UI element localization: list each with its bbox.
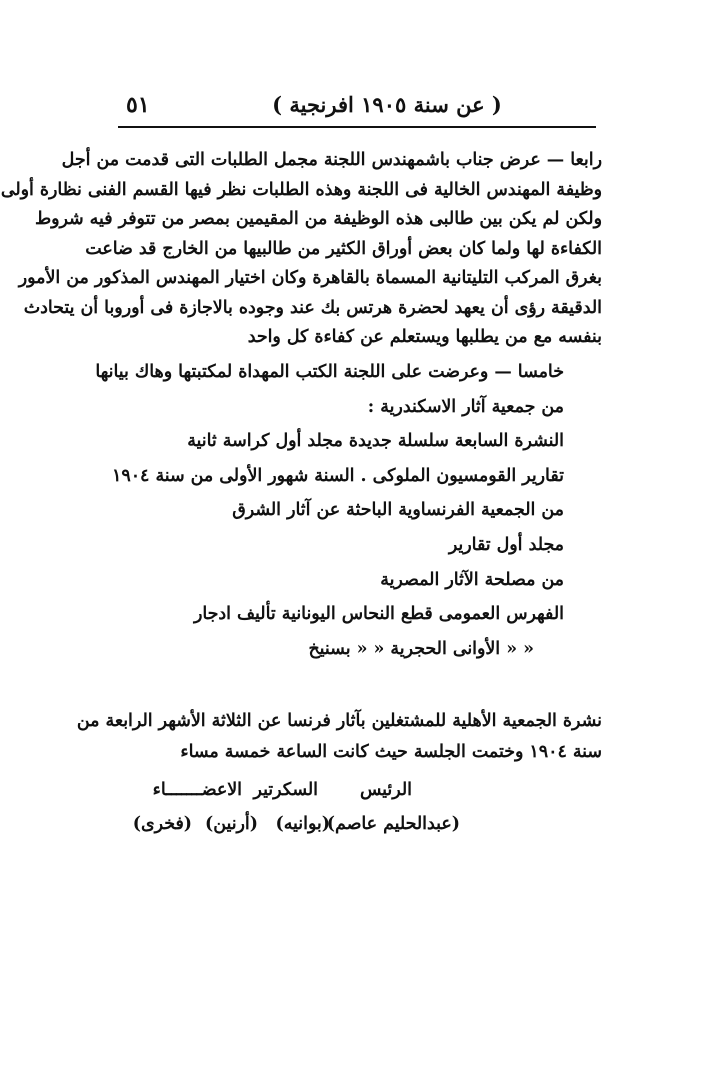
signatory-name: (بوانيه) [275,814,330,834]
text-line: الكفاءة لها ولما كان بعض أوراق الكثير من طالبيها من الخارج قد ضاعت [85,238,602,259]
text-line: رابعا — عرض جناب باشمهندس اللجنة مجمل الطلبات التى قدمت من أجل [61,150,602,170]
list-item: تقارير القومسيون الملوكى . السنة شهور الأولى من سنة ١٩٠٤ [112,465,564,486]
president-title: الرئيس [360,780,412,800]
running-head: ( عن سنة ١٩٠٥ افرنجية ) [272,92,502,117]
secretary-title: السكرتير [253,780,318,800]
donated-books-list [95,355,582,666]
signatory-name: (عبدالحليم عاصم) [326,814,460,834]
list-item: النشرة السابعة سلسلة جديدة مجلد أول كراسة ثانية [187,431,564,452]
list-item: « « الأوانى الحجرية « « بسنيخ [308,638,534,659]
signature-block [132,780,460,840]
text-line: ولكن لم يكن بين طالبى هذه الوظيفة من المقيمين بمصر من تتوفر فيه شروط [34,209,602,229]
signatory-name: (فخرى) [132,814,192,834]
paragraph-fourth [0,146,602,353]
page-number: ٥١ [126,92,150,118]
list-item: من مصلحة الآثار المصرية [380,569,564,590]
page-header [118,86,596,128]
text-line: الدقيقة رؤى أن يعهد لحضرة هرتس بك عند وجوده بالاجازة فى أوروبا أن يتحادث [23,297,602,318]
text-line: سنة ١٩٠٤ وختمت الجلسة حيث كانت الساعة خمسة مساء [180,742,602,762]
list-item: من جمعية آثار الاسكندرية : [367,396,564,417]
list-item: الفهرس العمومى قطع النحاس اليونانية تأليف ادجار [193,604,564,625]
list-item: خامسا — وعرضت على اللجنة الكتب المهداة لمكتبتها وهاك بيانها [95,362,564,382]
signatory-name: (أرنين) [204,814,258,834]
text-line: نشرة الجمعية الأهلية للمشتغلين بآثار فرنسا عن الثلاثة الأشهر الرابعة من [76,711,602,731]
text-line: بنفسه مع من يطلبها ويستعلم عن كفاءة كل واحد [247,327,602,347]
closing-paragraph [76,706,602,768]
members-title: الاعضـــــــاء [152,780,242,800]
paragraph [0,146,602,353]
list-item: من الجمعية الفرنساوية الباحثة عن آثار الشرق [232,500,564,521]
list-item: مجلد أول تقارير [448,534,564,555]
text-line: بغرق المركب التليتانية المسماة بالقاهرة وكان اختيار المهندس المذكور من الأمور [18,268,602,288]
text-line: وظيفة المهندس الخالية فى اللجنة وهذه الطلبات نظر فيها القسم الفنى نظارة أولى [0,179,602,200]
